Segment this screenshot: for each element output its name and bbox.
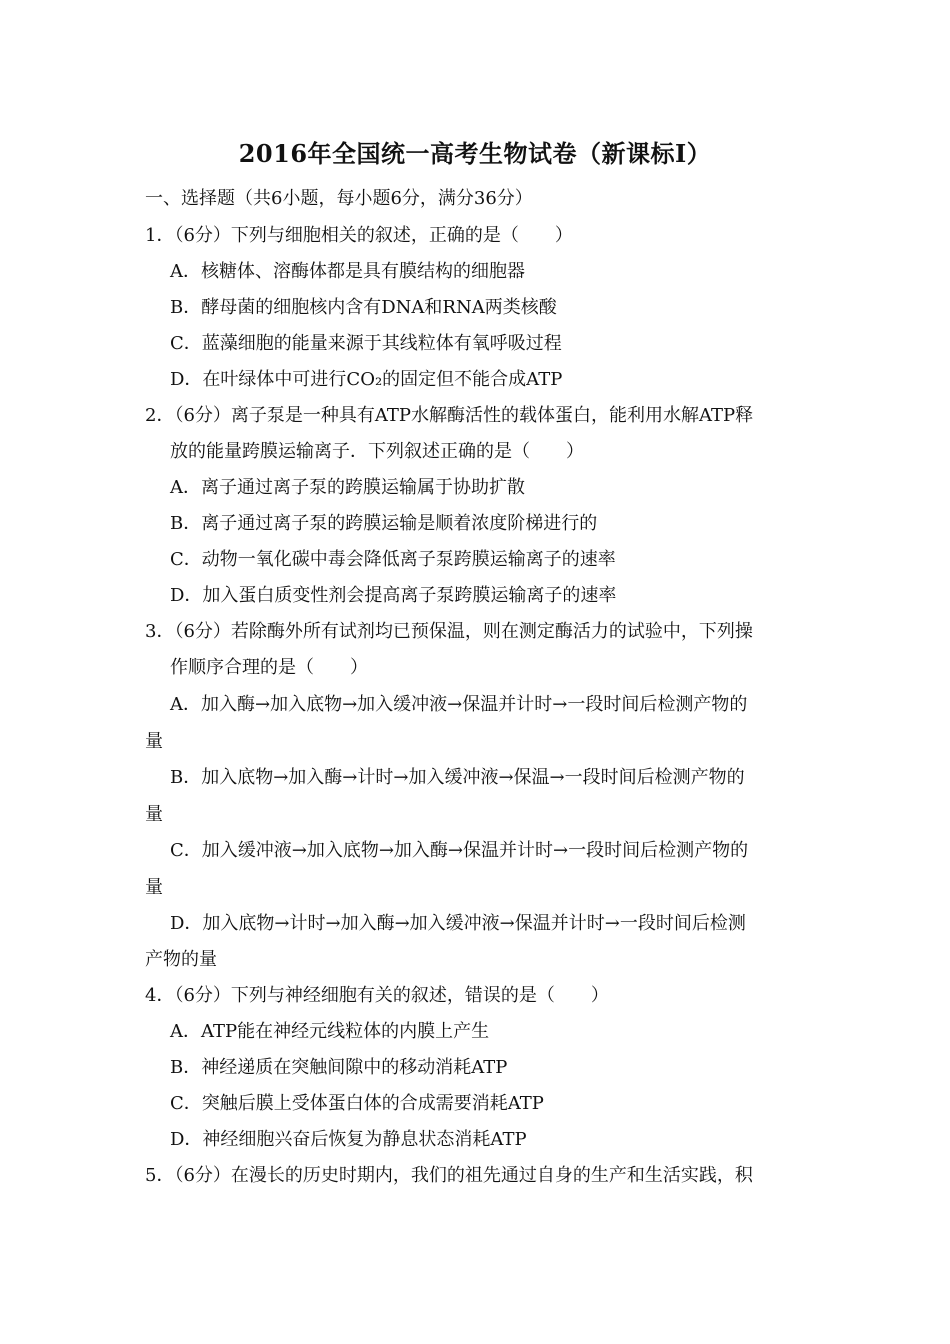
question-4-option-a: A．ATP能在神经元线粒体的内膜上产生 <box>170 1021 490 1042</box>
question-1-stem: 1．（6分）下列与细胞相关的叙述，正确的是（ ） <box>145 225 573 246</box>
question-3-option-c-wrap: 量 <box>145 877 163 898</box>
question-4-option-d: D．神经细胞兴奋后恢复为静息状态消耗ATP <box>170 1129 527 1150</box>
question-1-option-b: B．酵母菌的细胞核内含有DNA和RNA两类核酸 <box>170 297 557 318</box>
question-2-option-c: C．动物一氧化碳中毒会降低离子泵跨膜运输离子的速率 <box>170 549 616 570</box>
question-3-option-d: D．加入底物→计时→加入酶→加入缓冲液→保温并计时→一段时间后检测 <box>170 913 746 934</box>
question-3-option-c: C．加入缓冲液→加入底物→加入酶→保温并计时→一段时间后检测产物的 <box>170 840 749 861</box>
question-2-stem: 2．（6分）离子泵是一种具有ATP水解酶活性的载体蛋白，能利用水解ATP释 <box>145 405 754 426</box>
question-3-option-b-wrap: 量 <box>145 804 163 825</box>
question-1-option-d: D．在叶绿体中可进行CO₂的固定但不能合成ATP <box>170 369 563 390</box>
question-4-option-b: B．神经递质在突触间隙中的移动消耗ATP <box>170 1057 508 1078</box>
question-2-option-d: D．加入蛋白质变性剂会提高离子泵跨膜运输离子的速率 <box>170 585 617 606</box>
question-3-option-d-wrap: 产物的量 <box>145 949 217 970</box>
question-3-option-b: B．加入底物→加入酶→计时→加入缓冲液→保温→一段时间后检测产物的 <box>170 767 745 788</box>
question-4-option-c: C．突触后膜上受体蛋白体的合成需要消耗ATP <box>170 1093 544 1114</box>
question-5-stem: 5．（6分）在漫长的历史时期内，我们的祖先通过自身的生产和生活实践，积 <box>145 1165 753 1186</box>
question-2-stem-continued: 放的能量跨膜运输离子．下列叙述正确的是（ ） <box>170 441 584 462</box>
question-1-option-a: A．核糖体、溶酶体都是具有膜结构的细胞器 <box>170 261 525 282</box>
question-2-option-a: A．离子通过离子泵的跨膜运输属于协助扩散 <box>170 477 525 498</box>
question-2-option-b: B．离子通过离子泵的跨膜运输是顺着浓度阶梯进行的 <box>170 513 598 534</box>
question-3-stem-continued: 作顺序合理的是（ ） <box>170 657 368 678</box>
question-1-option-c: C．蓝藻细胞的能量来源于其线粒体有氧呼吸过程 <box>170 333 562 354</box>
question-3-stem: 3．（6分）若除酶外所有试剂均已预保温，则在测定酶活力的试验中，下列操 <box>145 621 753 642</box>
question-3-option-a: A．加入酶→加入底物→加入缓冲液→保温并计时→一段时间后检测产物的 <box>170 694 748 715</box>
section-heading: 一、选择题（共6小题，每小题6分，满分36分） <box>145 188 533 209</box>
question-3-option-a-wrap: 量 <box>145 731 163 752</box>
question-4-stem: 4．（6分）下列与神经细胞有关的叙述，错误的是（ ） <box>145 985 609 1006</box>
page-title: 2016年全国统一高考生物试卷（新课标Ⅰ） <box>238 139 712 168</box>
